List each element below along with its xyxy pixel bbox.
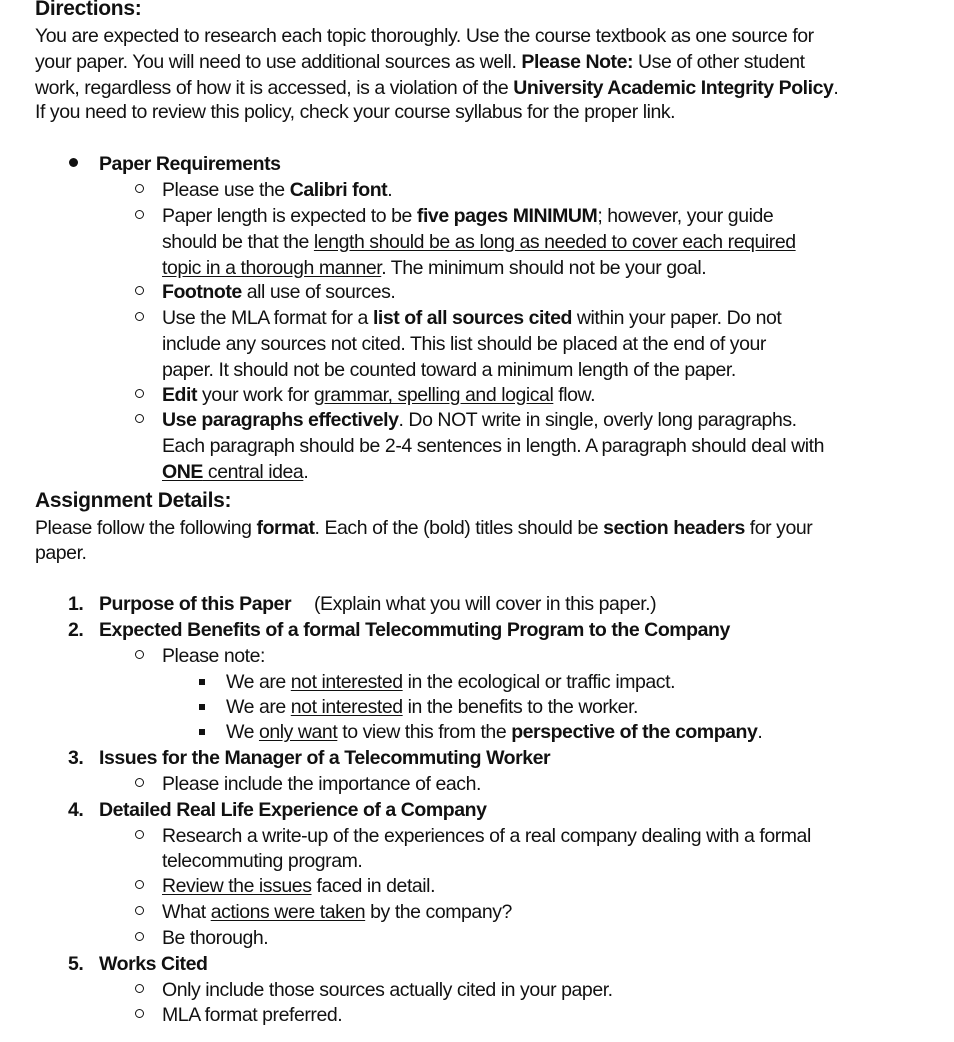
- section-number: 3.: [68, 747, 84, 769]
- circle-bullet-icon: [135, 778, 144, 787]
- assignment-intro-line-2: paper.: [35, 542, 87, 564]
- directions-line-2: your paper. You will need to use additional sources as well. Please Note: Use of other student: [35, 51, 805, 73]
- section-number: 2.: [68, 619, 84, 641]
- circle-bullet-icon: [135, 830, 144, 839]
- circle-bullet-icon: [135, 880, 144, 889]
- section-1-description: (Explain what you will cover in this paper.): [314, 593, 657, 615]
- requirement-paragraphs-line-1: Use paragraphs effectively. Do NOT write in single, overly long paragraphs.: [162, 409, 797, 431]
- section-4-point-3: What actions were taken by the company?: [162, 901, 512, 923]
- section-2-title: Expected Benefits of a formal Telecommuting Program to the Company: [99, 619, 730, 641]
- section-2-note: Please note:: [162, 645, 266, 667]
- section-number: 5.: [68, 953, 84, 975]
- requirement-length-line-2: should be that the length should be as long as needed to cover each required: [162, 231, 796, 253]
- assignment-intro-line-1: Please follow the following format. Each of the (bold) titles should be section headers for your: [35, 517, 813, 539]
- circle-bullet-icon: [135, 932, 144, 941]
- directions-line-4: If you need to review this policy, check your course syllabus for the proper link.: [35, 101, 676, 123]
- directions-line-3: work, regardless of how it is accessed, is a violation of the University Academic Integrity Policy.: [35, 77, 839, 99]
- requirement-length-line-3: topic in a thorough manner. The minimum should not be your goal.: [162, 257, 707, 279]
- requirement-edit: Edit your work for grammar, spelling and logical flow.: [162, 384, 596, 406]
- circle-bullet-icon: [135, 312, 144, 321]
- requirement-length-line-1: Paper length is expected to be five pages MINIMUM; however, your guide: [162, 205, 774, 227]
- section-4-point-2: Review the issues faced in detail.: [162, 875, 436, 897]
- bullet-dot-icon: [69, 158, 78, 167]
- requirement-mla-line-2: include any sources not cited. This list should be placed at the end of your: [162, 333, 766, 355]
- section-2-point-2: We are not interested in the benefits to the worker.: [226, 696, 639, 718]
- requirement-mla-line-3: paper. It should not be counted toward a minimum length of the paper.: [162, 359, 736, 381]
- requirement-paragraphs-line-2: Each paragraph should be 2-4 sentences in length. A paragraph should deal with: [162, 435, 824, 457]
- section-4-point-1-line-2: telecommuting program.: [162, 850, 363, 872]
- section-5-point-1: Only include those sources actually cited in your paper.: [162, 979, 613, 1001]
- section-4-title: Detailed Real Life Experience of a Company: [99, 799, 487, 821]
- requirement-mla-line-1: Use the MLA format for a list of all sources cited within your paper. Do not: [162, 307, 782, 329]
- circle-bullet-icon: [135, 984, 144, 993]
- circle-bullet-icon: [135, 906, 144, 915]
- requirements-title: Paper Requirements: [99, 153, 281, 175]
- section-2-point-1: We are not interested in the ecological or traffic impact.: [226, 671, 676, 693]
- circle-bullet-icon: [135, 184, 144, 193]
- requirement-paragraphs-line-3: ONE central idea.: [162, 461, 309, 483]
- directions-line-1: You are expected to research each topic thoroughly. Use the course textbook as one source for: [35, 25, 814, 47]
- section-number: 4.: [68, 799, 84, 821]
- assignment-heading: Assignment Details:: [35, 489, 232, 512]
- requirement-footnote: Footnote all use of sources.: [162, 281, 396, 303]
- section-5-point-2: MLA format preferred.: [162, 1004, 343, 1026]
- circle-bullet-icon: [135, 389, 144, 398]
- square-bullet-icon: [199, 729, 205, 735]
- section-2-point-3: We only want to view this from the perspective of the company.: [226, 721, 763, 743]
- section-number: 1.: [68, 593, 84, 615]
- section-3-note: Please include the importance of each.: [162, 773, 481, 795]
- section-1-title: Purpose of this Paper: [99, 593, 292, 615]
- section-3-title: Issues for the Manager of a Telecommuting Worker: [99, 747, 551, 769]
- section-4-point-4: Be thorough.: [162, 927, 269, 949]
- circle-bullet-icon: [135, 286, 144, 295]
- circle-bullet-icon: [135, 1009, 144, 1018]
- circle-bullet-icon: [135, 210, 144, 219]
- requirement-font: Please use the Calibri font.: [162, 179, 393, 201]
- circle-bullet-icon: [135, 650, 144, 659]
- square-bullet-icon: [199, 704, 205, 710]
- directions-heading: Directions:: [35, 0, 142, 20]
- section-5-title: Works Cited: [99, 953, 208, 975]
- section-4-point-1-line-1: Research a write-up of the experiences of a real company dealing with a formal: [162, 825, 811, 847]
- circle-bullet-icon: [135, 414, 144, 423]
- square-bullet-icon: [199, 679, 205, 685]
